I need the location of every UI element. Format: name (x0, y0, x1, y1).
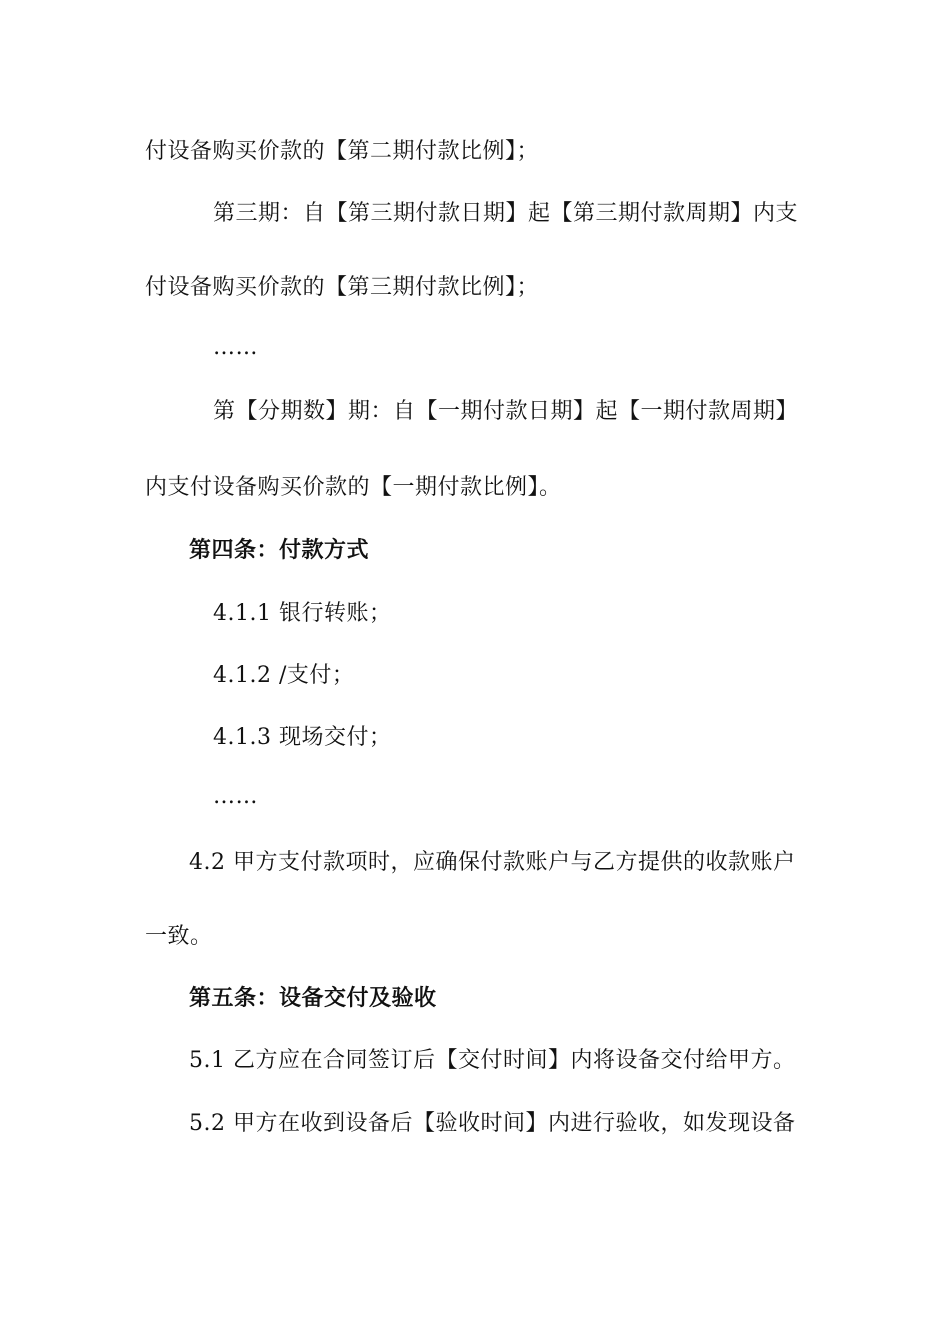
paragraph-line: 第【分期数】期：自【一期付款日期】起【一期付款周期】 (213, 399, 799, 424)
section-heading: 第五条：设备交付及验收 (189, 986, 437, 1011)
paragraph-line: 内支付设备购买价款的【一期付款比例】。 (145, 475, 562, 500)
ellipsis-line: …… (213, 784, 258, 809)
paragraph-line: 付设备购买价款的【第二期付款比例】； (145, 139, 540, 164)
paragraph-line: 5.1 乙方应在合同签订后【交付时间】内将设备交付给甲方。 (189, 1048, 796, 1073)
list-item: 4.1.2 /支付； (213, 663, 355, 688)
list-item: 4.1.1 银行转账； (213, 601, 392, 626)
list-item: 4.1.3 现场交付； (213, 725, 392, 750)
paragraph-line: 4.2 甲方支付款项时，应确保付款账户与乙方提供的收款账户 (189, 850, 796, 875)
paragraph-line: 一致。 (145, 924, 213, 949)
paragraph-line: 第三期：自【第三期付款日期】起【第三期付款周期】内支 (213, 201, 799, 226)
section-heading: 第四条：付款方式 (189, 538, 370, 563)
paragraph-line: 付设备购买价款的【第三期付款比例】； (145, 275, 540, 300)
paragraph-line: 5.2 甲方在收到设备后【验收时间】内进行验收，如发现设备 (189, 1111, 796, 1136)
ellipsis-line: …… (213, 335, 258, 360)
